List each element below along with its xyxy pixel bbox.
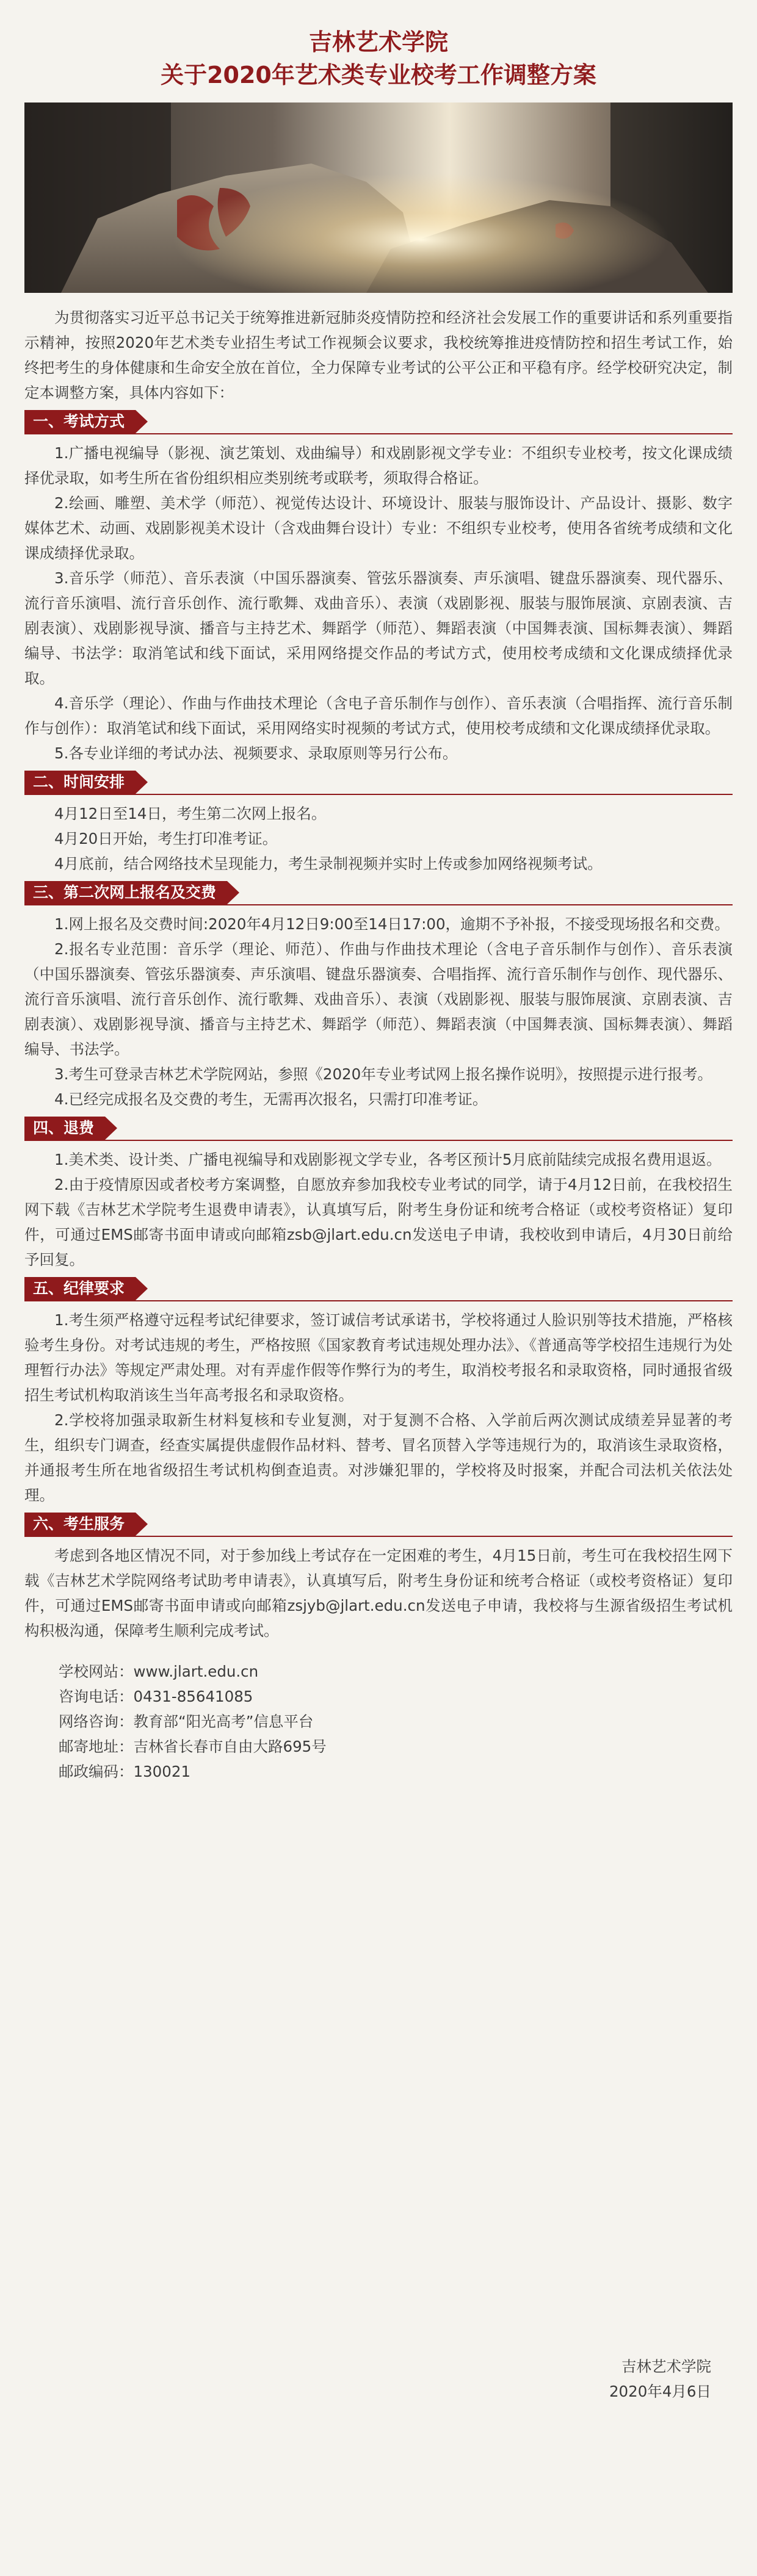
- online-consult-platform: 教育部“阳光高考”信息平台: [133, 1713, 314, 1730]
- paragraph: 2.学校将加强录取新生材料复核和专业复测，对于复测不合格、入学前后两次测试成绩差异显著的考生，组织专门调查，经查实属提供虚假作品材料、替考、冒名顶替入学等违规行为的，取消该生录取资格，并通报考生所在地省级招生考试机构倒查追责。对涉嫌犯罪的，学校将及时报案，并配合司法机关依法处理。: [24, 1411, 733, 1504]
- paragraph: 4.音乐学（理论）、作曲与作曲技术理论（含电子音乐制作与创作）、音乐表演（合唱指挥、流行音乐制作与创作）：取消笔试和线下面试，采用网络实时视频的考试方式，使用校考成绩和文化课成绩择优录取。: [24, 694, 733, 737]
- section-candidate-services: [24, 1513, 733, 1643]
- paragraph: 3.考生可登录吉林艺术学院网站，参照《2020年专业考试网上报名操作说明》，按照提示进行报考。: [54, 1065, 712, 1083]
- paragraph: 1.美术类、设计类、广播电视编导和戏剧影视文学专业，各考区预计5月底前陆续完成报名费用退返。: [54, 1151, 722, 1168]
- contact-label: 咨询电话：: [59, 1688, 134, 1705]
- section-heading: [24, 1277, 733, 1301]
- contact-row-postcode: [59, 1759, 733, 1784]
- paragraph: 4月底前，结合网络技术呈现能力，考生录制视频并实时上传或参加网络视频考试。: [54, 855, 603, 872]
- paragraph: 5.各专业详细的考试办法、视频要求、录取原则等另行公布。: [54, 744, 458, 762]
- school-name-title: 吉林艺术学院: [308, 29, 448, 56]
- contact-row-online: [59, 1709, 733, 1734]
- section-heading-label: 五、纪律要求: [24, 1277, 136, 1300]
- section-heading-label: 三、第二次网上报名及交费: [24, 881, 227, 904]
- document-body: [24, 305, 733, 1784]
- postal-code: 130021: [133, 1763, 191, 1780]
- title-block: [0, 0, 757, 92]
- contact-label: 邮政编码：: [59, 1763, 134, 1780]
- phone-number: 0431-85641085: [133, 1688, 253, 1705]
- signature-date: 2020年4月6日: [609, 2383, 711, 2400]
- paragraph: 4.已经完成报名及交费的考生，无需再次报名，只需打印准考证。: [54, 1090, 488, 1108]
- section-heading: [24, 410, 733, 434]
- paragraph: 1.广播电视编导（影视、演艺策划、戏曲编导）和戏剧影视文学专业：不组织专业校考，按文化课成绩择优录取，如考生所在省份组织相应类别统考或联考，须取得合格证。: [24, 444, 733, 487]
- website-link[interactable]: www.jlart.edu.cn: [133, 1663, 259, 1680]
- paragraph: 2.绘画、雕塑、美术学（师范）、视觉传达设计、环境设计、服装与服饰设计、产品设计、摄影、数字媒体艺术、动画、戏剧影视美术设计（含戏曲舞台设计）专业：不组织专业校考，使用各省统考成绩和文化课成绩择优录取。: [24, 494, 733, 562]
- paragraph: 3.音乐学（师范）、音乐表演（中国乐器演奏、管弦乐器演奏、声乐演唱、键盘乐器演奏、现代器乐、流行音乐演唱、流行音乐创作、流行歌舞、戏曲音乐）、表演（戏剧影视、服装与服饰展演、京剧表演、吉剧表演）、戏剧影视导演、播音与主持艺术、舞蹈学（师范）、舞蹈表演（中国舞表演、国标舞表演）、舞蹈编导、书法学：取消笔试和线下面试，采用网络提交作品的考试方式，使用校考成绩和文化课成绩择优录取。: [24, 569, 733, 687]
- paragraph: 2.由于疫情原因或者校考方案调整，自愿放弃参加我校专业考试的同学，请于4月12日前，在我校招生网下载《吉林艺术学院考生退费申请表》，认真填写后，附考生身份证和统考合格证（或校考资格证）复印件，可通过EMS邮寄书面申请或向邮箱zsb@jlart.edu.cn发送电子申请，我校收到申请后，4月30日前给予回复。: [24, 1176, 733, 1268]
- paragraph: 4月20日开始，考生打印准考证。: [54, 830, 278, 847]
- section-heading: [24, 881, 733, 905]
- section-heading: [24, 1117, 733, 1141]
- section-refund: [24, 1117, 733, 1272]
- paragraph: 1.考生须严格遵守远程考试纪律要求，签订诚信考试承诺书，学校将通过人脸识别等技术措施，严格核验考生身份。对考试违规的考生，严格按照《国家教育考试违规处理办法》、《普通高等学校招生违规行为处理暂行办法》等规定严肃处理。对有弄虚作假等作弊行为的考生，取消校考报名和录取资格，同时通报省级招生考试机构取消该生当年高考报名和录取资格。: [24, 1311, 733, 1404]
- hero-photo-carved-stone: [24, 103, 733, 293]
- paragraph: 4月12日至14日，考生第二次网上报名。: [54, 805, 327, 822]
- section-schedule: [24, 771, 733, 876]
- document-title: 关于2020年艺术类专业校考工作调整方案: [161, 62, 596, 88]
- contact-row-website: [59, 1659, 733, 1684]
- intro-paragraph: 为贯彻落实习近平总书记关于统筹推进新冠肺炎疫情防控和经济社会发展工作的重要讲话和系列重要指示精神，按照2020年艺术类专业招生考试工作视频会议要求，我校统筹推进疫情防控和招生考试工作，始终把考生的身体健康和生命安全放在首位，全力保障专业考试的公平公正和平稳有序。经学校研究决定，制定本调整方案，具体内容如下：: [24, 309, 733, 401]
- carved-stone-illustration: [24, 103, 733, 293]
- paragraph: 考虑到各地区情况不同，对于参加线上考试存在一定困难的考生，4月15日前，考生可在我校招生网下载《吉林艺术学院网络考试助考申请表》，认真填写后，附考生身份证和统考合格证（或校考资格证）复印件，可通过EMS邮寄书面申请或向邮箱zsjyb@jlart.edu.cn发送电子申请，我校将与生源省级招生考试机构积极沟通，保障考生顺利完成考试。: [24, 1547, 733, 1639]
- contact-row-address: [59, 1734, 733, 1759]
- contact-label: 网络咨询：: [59, 1713, 134, 1730]
- paragraph: 1.网上报名及交费时间:2020年4月12日9:00至14日17:00，逾期不予补报，不接受现场报名和交费。: [54, 915, 730, 933]
- section-registration: [24, 881, 733, 1112]
- section-heading-label: 四、退费: [24, 1117, 105, 1140]
- section-heading: [24, 771, 733, 795]
- section-heading-label: 二、时间安排: [24, 771, 136, 794]
- section-heading-label: 一、考试方式: [24, 410, 136, 433]
- signature-org: 吉林艺术学院: [621, 2358, 711, 2375]
- contact-row-phone: [59, 1684, 733, 1709]
- mailing-address: 吉林省长春市自由大路695号: [133, 1738, 327, 1755]
- section-exam-method: [24, 410, 733, 766]
- section-heading: [24, 1513, 733, 1537]
- signature-block: [609, 2354, 711, 2404]
- paragraph: 2.报名专业范围：音乐学（理论、师范）、作曲与作曲技术理论（含电子音乐制作与创作）、音乐表演（中国乐器演奏、管弦乐器演奏、声乐演唱、键盘乐器演奏、合唱指挥、流行音乐制作与创作、现代器乐、流行音乐演唱、流行音乐创作、流行歌舞、戏曲音乐）、表演（戏剧影视、服装与服饰展演、京剧表演、吉剧表演）、戏剧影视导演、播音与主持艺术、舞蹈学（师范）、舞蹈表演（中国舞表演、国标舞表演）、舞蹈编导、书法学。: [24, 940, 733, 1058]
- section-discipline: [24, 1277, 733, 1508]
- contact-label: 学校网站：: [59, 1663, 134, 1680]
- section-heading-label: 六、考生服务: [24, 1513, 136, 1536]
- contact-info: [24, 1659, 733, 1784]
- contact-label: 邮寄地址：: [59, 1738, 134, 1755]
